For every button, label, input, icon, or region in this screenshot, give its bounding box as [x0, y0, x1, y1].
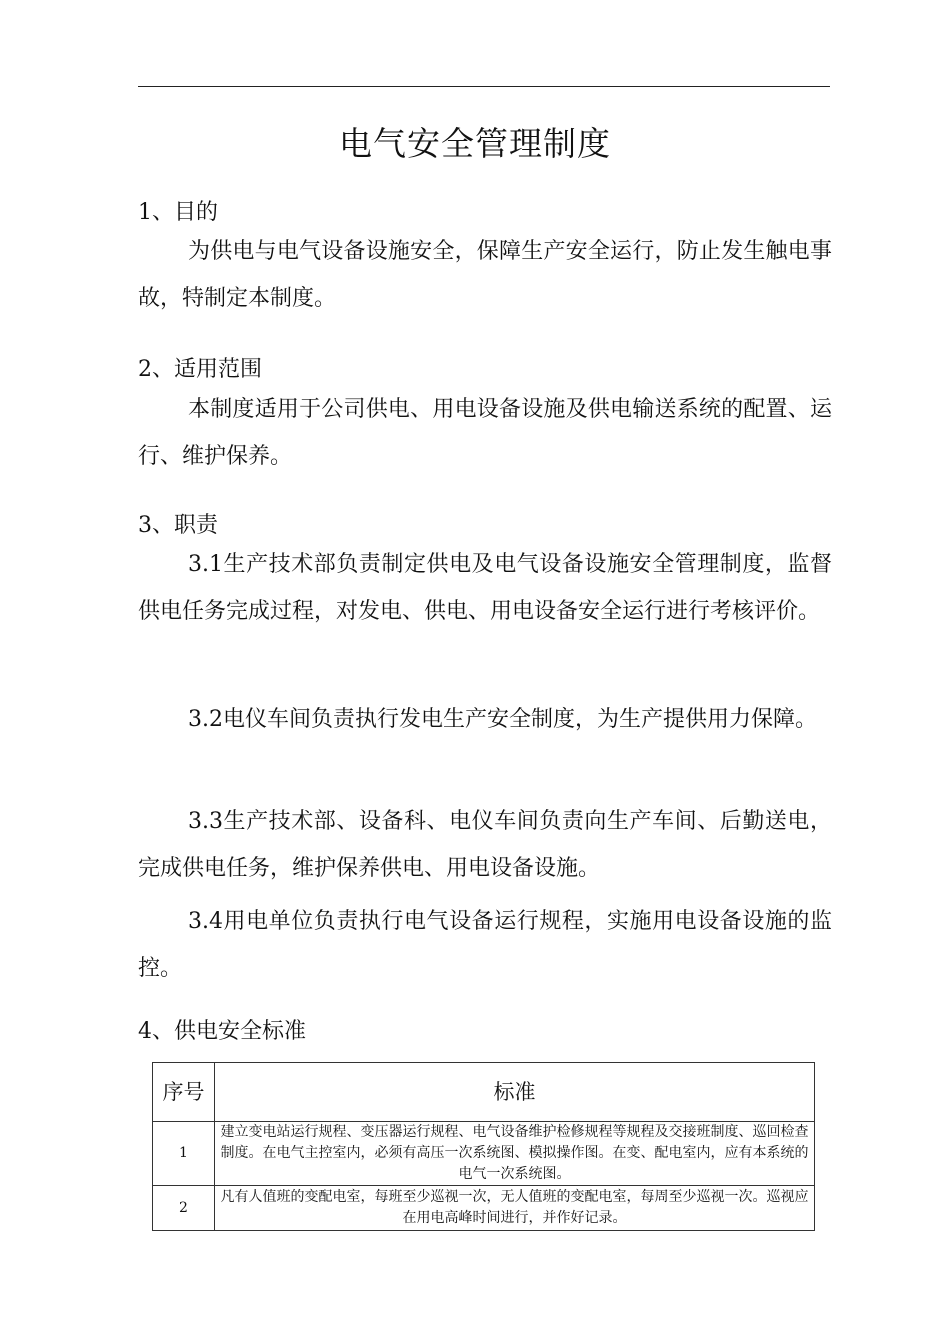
table-cell-number: 2 — [153, 1186, 215, 1231]
duty-paragraph-3-3: 3.3生产技术部、设备科、电仪车间负责向生产车间、后勤送电，完成供电任务，维护保养供电、用电设备设施。 — [138, 809, 832, 881]
table-header-standard: 标准 — [215, 1063, 815, 1122]
duty-paragraph-3-4: 3.4用电单位负责执行电气设备运行规程，实施用电设备设施的监控。 — [138, 909, 832, 981]
table-header-number: 序号 — [153, 1063, 215, 1122]
document-title: 电气安全管理制度 — [339, 124, 611, 163]
section-heading-standards: 4、供电安全标准 — [138, 1019, 306, 1044]
standards-table — [152, 1062, 815, 1231]
section-heading-purpose: 1、目的 — [138, 200, 218, 225]
table-cell-number: 1 — [153, 1122, 215, 1186]
section-paragraph: 本制度适用于公司供电、用电设备设施及供电输送系统的配置、运行、维护保养。 — [138, 397, 832, 469]
section-heading-duties: 3、职责 — [138, 513, 218, 538]
table-row — [153, 1122, 815, 1186]
section-paragraph: 为供电与电气设备设施安全，保障生产安全运行，防止发生触电事故，特制定本制度。 — [138, 239, 832, 311]
table-header-row — [153, 1063, 815, 1122]
section-heading-scope: 2、适用范围 — [138, 357, 262, 382]
table-cell-standard: 凡有人值班的变配电室，每班至少巡视一次，无人值班的变配电室，每周至少巡视一次。巡视应在用电高峰时间进行，并作好记录。 — [215, 1186, 815, 1231]
duty-paragraph-3-1: 3.1生产技术部负责制定供电及电气设备设施安全管理制度，监督供电任务完成过程，对发电、供电、用电设备安全运行进行考核评价。 — [138, 552, 832, 624]
duty-paragraph-3-2: 3.2电仪车间负责执行发电生产安全制度，为生产提供用力保障。 — [188, 707, 817, 732]
header-rule — [138, 86, 830, 87]
table-row — [153, 1186, 815, 1231]
table-cell-standard: 建立变电站运行规程、变压器运行规程、电气设备维护检修规程等规程及交接班制度、巡回检查制度。在电气主控室内，必须有高压一次系统图、模拟操作图。在变、配电室内，应有本系统的电气一次系统图。 — [215, 1122, 815, 1186]
